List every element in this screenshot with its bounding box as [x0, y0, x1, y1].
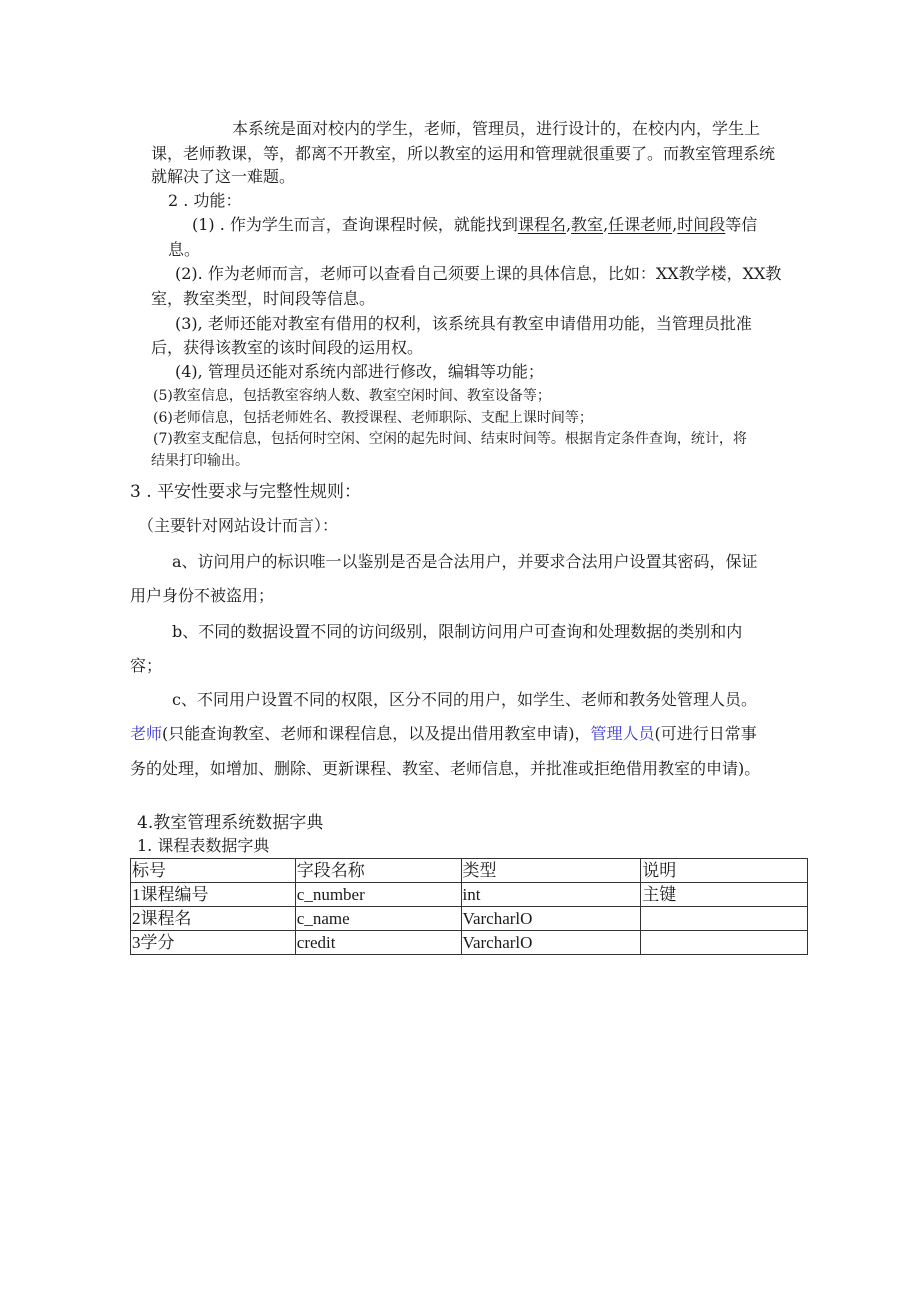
intro-line-3: 就解决了这一难题。: [151, 167, 296, 186]
table-header-cell: 说明: [641, 859, 808, 883]
rule-c-line-2: [130, 726, 757, 742]
separator: ,: [565, 215, 572, 234]
function-item-1-prefix: (1) . 作为学生而言，查询课程时候，就能找到: [192, 215, 518, 234]
rule-b-line-1: b、不同的数据设置不同的访问级别，限制访问用户可查询和处理数据的类别和内: [172, 622, 743, 641]
keyword-classroom: 教室: [571, 215, 604, 234]
table-cell: VarcharlO: [461, 931, 641, 955]
table-header-cell: 标号: [131, 859, 296, 883]
separator: ,: [603, 215, 609, 234]
function-item-2-line-1: (2). 作为老师而言，老师可以查看自己须要上课的具体信息，比如：XX教学楼，XX教: [175, 264, 782, 283]
table-row: [131, 931, 808, 955]
separator: ,: [672, 215, 678, 234]
table-cell: 3学分: [131, 931, 296, 955]
table-cell: c_name: [295, 907, 461, 931]
function-item-1-suffix: 等信: [725, 215, 758, 234]
function-item-2-line-2: 室，教室类型，时间段等信息。: [151, 289, 376, 308]
function-item-7-line-1: (7)教室支配信息，包括何时空闲、空闲的起先时间、结束时间等。根据肯定条件查询，统计，将: [153, 431, 747, 447]
rule-b-line-2: 容；: [130, 656, 163, 675]
table-cell: c_number: [295, 883, 461, 907]
table-cell: [641, 907, 808, 931]
table-row: [131, 907, 808, 931]
function-item-1: [192, 217, 757, 233]
function-item-4: (4), 管理员还能对系统内部进行修改，编辑等功能；: [175, 362, 544, 381]
intro-line-2: 课，老师教课，等，都离不开教室，所以教室的运用和管理就很重要了。而教室管理系统: [151, 144, 776, 163]
table-cell: [641, 931, 808, 955]
section-3-heading: 3 . 平安性要求与完整性规则：: [130, 482, 362, 502]
rule-a-line-1: a、访问用户的标识唯一以鉴别是否是合法用户，并要求合法用户设置其密码，保证: [172, 552, 758, 571]
data-dictionary-table: [130, 858, 808, 955]
section-3-note: （主要针对网站设计而言）：: [138, 516, 339, 535]
intro-line-1: 本系统是面对校内的学生，老师，管理员，进行设计的，在校内内，学生上: [232, 119, 761, 138]
function-item-6: (6)老师信息，包括老师姓名、教授课程、老师职际、支配上课时间等；: [153, 410, 593, 426]
table-cell: int: [461, 883, 641, 907]
section-4-subheading: 1. 课程表数据字典: [137, 836, 270, 855]
keyword-time-slot: 时间段: [677, 215, 726, 234]
table-cell: 主键: [641, 883, 808, 907]
function-item-3-line-1: (3), 老师还能对教室有借用的权利，该系统具有教室申请借用功能，当管理员批准: [175, 314, 752, 333]
function-item-1-cont: 息。: [168, 240, 201, 259]
rule-c-line-3: 务的处理，如增加、删除、更新课程、教室、老师信息，并批准或拒绝借用教室的申请)。: [130, 759, 761, 778]
table-header-cell: 字段名称: [295, 859, 461, 883]
section-4-heading: 4.教室管理系统数据字典: [137, 813, 324, 833]
role-admin-desc: (可进行日常事: [654, 724, 757, 743]
table-header-cell: 类型: [461, 859, 641, 883]
table-cell: 1课程编号: [131, 883, 296, 907]
function-item-7-line-2: 结果打印输出。: [151, 453, 249, 469]
function-item-5: (5)教室信息，包括教室容纳人数、教室空闲时间、教室设备等；: [153, 388, 551, 404]
role-teacher-label: 老师: [130, 724, 163, 743]
table-cell: 2课程名: [131, 907, 296, 931]
section-2-heading: 2 . 功能：: [168, 191, 242, 210]
rule-c-line-1: c、不同用户设置不同的权限，区分不同的用户，如学生、老师和教务处管理人员。: [172, 690, 757, 709]
function-item-3-line-2: 后，获得该教室的该时间段的运用权。: [151, 338, 424, 357]
keyword-teacher: 任课老师: [608, 215, 673, 234]
role-teacher-desc: (只能查询教室、老师和课程信息，以及提出借用教室申请)，: [162, 724, 591, 743]
table-row: [131, 883, 808, 907]
table-cell: VarcharlO: [461, 907, 641, 931]
role-admin-label: 管理人员: [590, 724, 655, 743]
rule-a-line-2: 用户身份不被盗用；: [130, 586, 275, 605]
table-cell: credit: [295, 931, 461, 955]
keyword-course-name: 课程名: [517, 215, 566, 234]
table-header-row: [131, 859, 808, 883]
